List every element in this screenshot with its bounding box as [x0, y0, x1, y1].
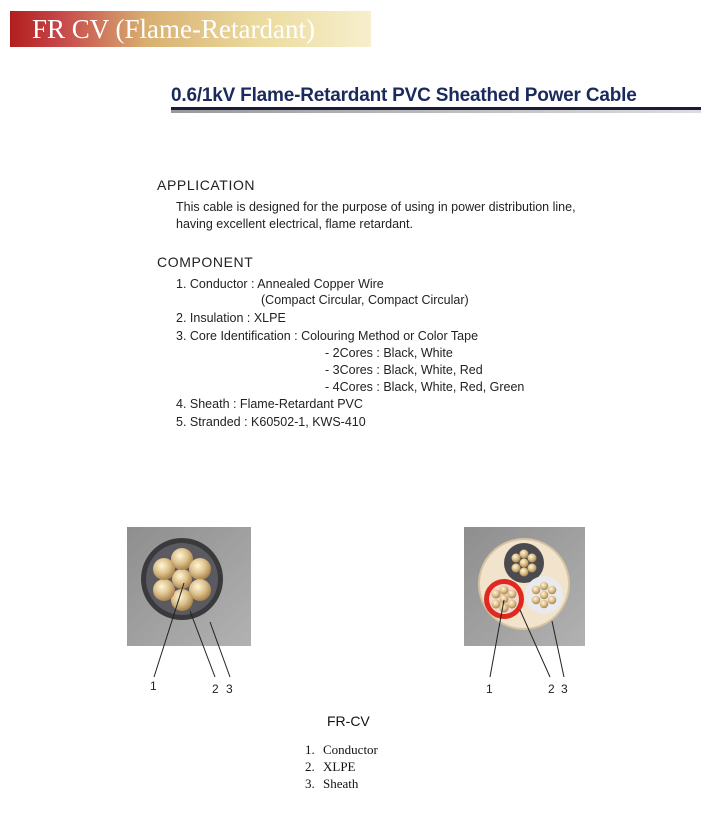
application-line-1: This cable is designed for the purpose of using in power distribution line, — [176, 200, 576, 214]
component-heading: COMPONENT — [157, 254, 254, 270]
legend-number: 2. — [305, 759, 315, 774]
label-xlpe-2: 2 — [212, 682, 219, 696]
legend-item — [305, 759, 356, 775]
header-banner — [10, 11, 371, 47]
label-sheath-3: 3 — [561, 682, 568, 696]
component-stranded: 5. Stranded : K60502-1, KWS-410 — [176, 415, 366, 429]
figure-caption: FR-CV — [327, 713, 370, 729]
banner-title: FR CV (Flame-Retardant) — [32, 14, 315, 44]
legend-text: Conductor — [323, 742, 378, 757]
single-core-cable-diagram — [120, 520, 260, 700]
component-core-identification: 3. Core Identification : Colouring Method or Color Tape — [176, 329, 479, 343]
three-core-cable-diagram — [460, 520, 600, 700]
application-line-2: having excellent electrical, flame retardant. — [176, 217, 413, 231]
component-sheath: 4. Sheath : Flame-Retardant PVC — [176, 397, 363, 411]
label-conductor-1: 1 — [486, 682, 493, 696]
core-option-4: - 4Cores : Black, White, Red, Green — [325, 380, 525, 394]
label-sheath-3: 3 — [226, 682, 233, 696]
component-conductor-detail: (Compact Circular, Compact Circular) — [261, 293, 469, 307]
application-heading: APPLICATION — [157, 177, 256, 193]
legend-number: 3. — [305, 776, 315, 791]
title-underline-shadow — [171, 110, 701, 113]
legend-item — [305, 742, 378, 758]
component-insulation: 2. Insulation : XLPE — [176, 311, 286, 325]
component-conductor: 1. Conductor : Annealed Copper Wire — [176, 277, 384, 291]
core-option-2: - 2Cores : Black, White — [325, 346, 453, 360]
legend-text: Sheath — [323, 776, 359, 791]
label-conductor-1: 1 — [150, 679, 157, 693]
core-option-3: - 3Cores : Black, White, Red — [325, 363, 483, 377]
legend-item — [305, 776, 358, 792]
label-xlpe-2: 2 — [548, 682, 555, 696]
legend-text: XLPE — [323, 759, 356, 774]
page-title: 0.6/1kV Flame-Retardant PVC Sheathed Power Cable — [171, 85, 637, 106]
legend-number: 1. — [305, 742, 315, 757]
